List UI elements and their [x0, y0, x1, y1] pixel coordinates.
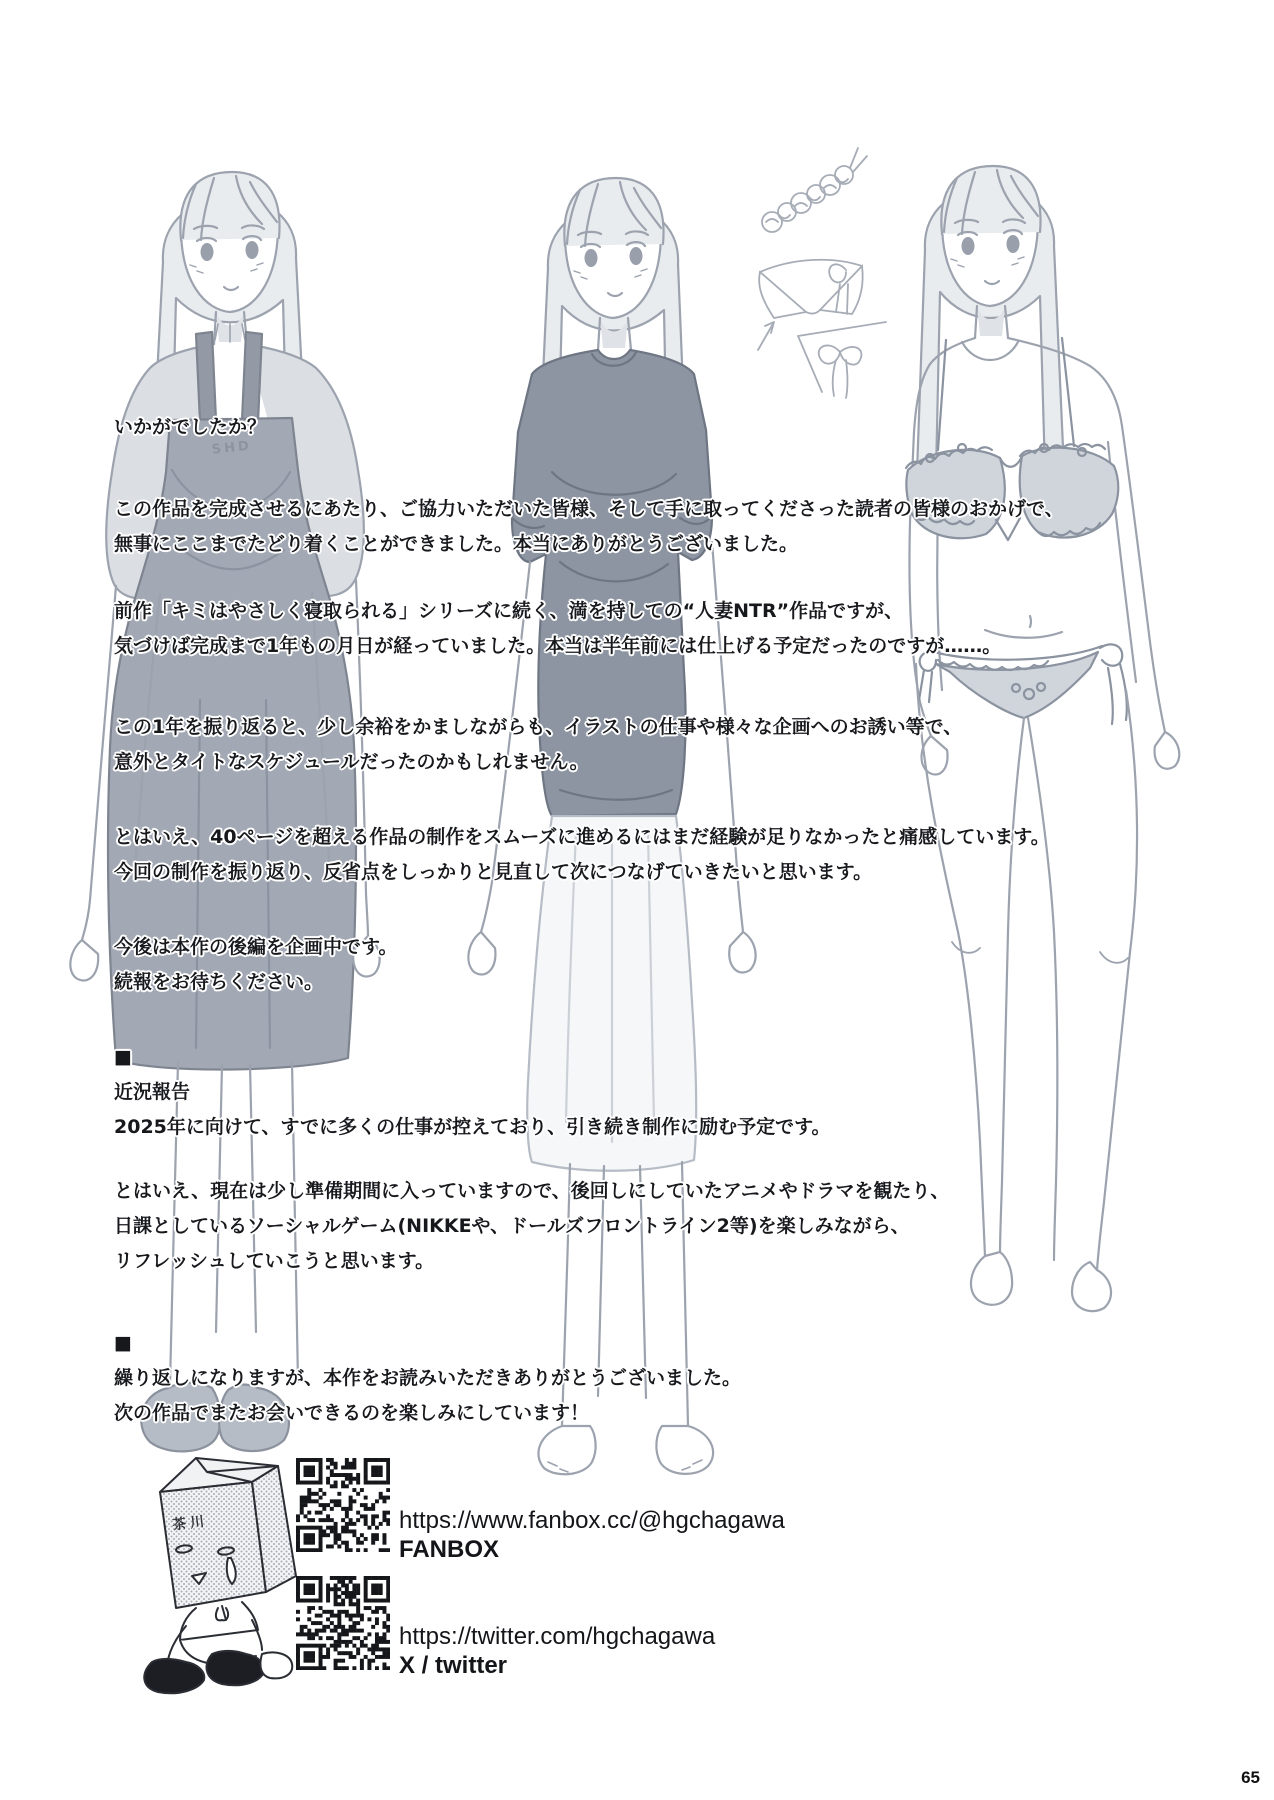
- qr-code-fanbox: [296, 1458, 390, 1552]
- afterword-greeting: [114, 410, 266, 445]
- afterword-line-11: 続報をお待ちください。: [114, 971, 324, 993]
- afterword-paragraph-7: [114, 1174, 949, 1279]
- mascot-box-label: 茶川: [171, 1513, 210, 1534]
- afterword-paragraph-4: [114, 820, 1050, 890]
- afterword-line-9: 今回の制作を振り返り、反省点をしっかりと見直して次につなげていきたいと思います。: [114, 861, 873, 883]
- status-heading: 近況報告: [114, 1081, 191, 1103]
- fanbox-label: FANBOX: [399, 1536, 500, 1563]
- closing-section: [114, 1326, 741, 1431]
- fanbox-url: https://www.fanbox.cc/@hgchagawa: [399, 1507, 785, 1534]
- afterword-line-4: 前作「キミはやさしく寝取られる」シリーズに続く、満を持しての“人妻NTR”作品ですが、: [114, 600, 904, 622]
- afterword-line-5: 気づけば完成まで1年もの月日が経っていました。本当は半年前には仕上げる予定だったのですが……。: [114, 635, 1002, 657]
- afterword-paragraph-1: [114, 492, 1064, 562]
- panty-detail-sketch: [759, 260, 863, 318]
- afterword-line-1: いかがでしたか？: [114, 416, 267, 438]
- afterword-line-14: 日課としているソーシャルゲーム(NIKKEや、ドールズフロントライン2等)を楽しみながら、: [114, 1215, 910, 1237]
- mascot-chagawa: [144, 1458, 296, 1693]
- twitter-label: X / twitter: [399, 1652, 508, 1679]
- twitter-link-block: [399, 1622, 715, 1680]
- section-marker: ■: [114, 1046, 132, 1068]
- afterword-line-7: 意外とタイトなスケジュールだったのかもしれません。: [114, 751, 589, 773]
- afterword-paragraph-2: [114, 594, 1001, 664]
- afterword-line-3: 無事にここまでたどり着くことができました。本当にありがとうございました。: [114, 533, 799, 555]
- afterword-line-6: この1年を振り返ると、少し余裕をかましながらも、イラストの仕事や様々な企画へのお誘い等で、: [114, 716, 963, 738]
- section-marker-2: ■: [114, 1332, 132, 1354]
- afterword-line-8: とはいえ、40ページを超える作品の制作をスムーズに進めるにはまだ経験が足りなかったと痛感しています。: [114, 826, 1050, 848]
- status-report-section: [114, 1040, 831, 1145]
- mascot-box-front: [160, 1482, 266, 1608]
- lingerie-detail-sketches: [758, 148, 886, 398]
- lace-garland-sketch: [762, 148, 867, 232]
- twitter-url: https://twitter.com/hgchagawa: [399, 1623, 716, 1650]
- apron-label: SHD: [211, 438, 253, 458]
- afterword-line-15: リフレッシュしていこうと思います。: [114, 1250, 435, 1272]
- afterword-line-13: とはいえ、現在は少し準備期間に入っていますので、後回しにしていたアニメやドラマを観たり、: [114, 1180, 950, 1202]
- afterword-line-2: この作品を完成させるにあたり、ご協力いただいた皆様、そして手に取ってくださった読者の皆様のおかげで、: [114, 498, 1064, 520]
- fanbox-link-block: [399, 1506, 785, 1564]
- afterword-line-17: 次の作品でまたお会いできるのを楽しみにしています！: [114, 1402, 590, 1424]
- afterword-line-12: 2025年に向けて、すでに多くの仕事が控えており、引き続き制作に励む予定です。: [114, 1116, 831, 1138]
- afterword-line-16: 繰り返しになりますが、本作をお読みいただきありがとうございました。: [114, 1367, 742, 1389]
- qr-code-twitter: [296, 1576, 390, 1670]
- afterword-paragraph-3: [114, 710, 962, 780]
- afterword-paragraph-5: [114, 930, 397, 1000]
- arrow-sketch: [758, 322, 774, 350]
- afterword-line-10: 今後は本作の後編を企画中です。: [114, 936, 398, 958]
- ribbon-bow-sketch: [798, 322, 886, 398]
- page-number: 65: [1241, 1768, 1260, 1787]
